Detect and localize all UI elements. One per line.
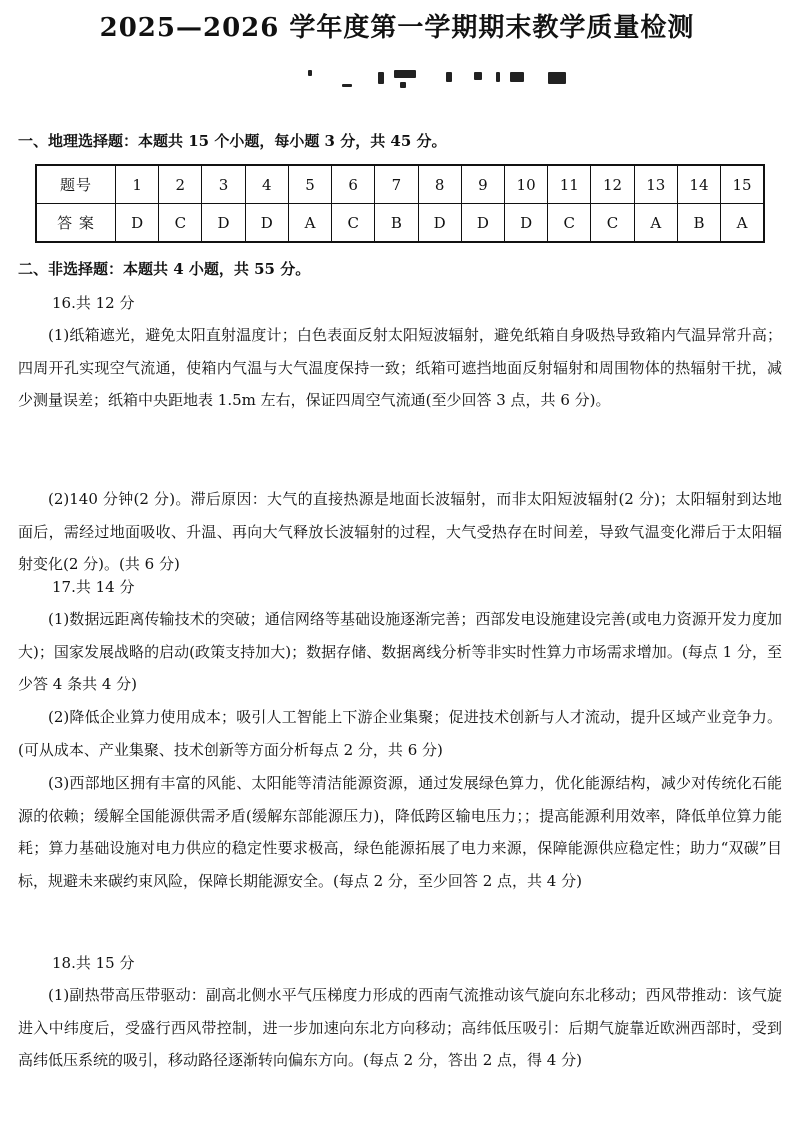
- question-18-part-1: (1)副热带高压带驱动：副高北侧水平气压梯度力形成的西南气流推动该气旋向东北移动；西风带推动：该气旋进入中纬度后，受盛行西风带控制，进一步加速向东北方向移动；高纬低压吸引：后期气旋靠近欧洲西部时，受到高纬低压系统的吸引，移动路径逐渐转向偏东方向。(每点 2 分，答出 2 点，得 4 分): [18, 986, 782, 1069]
- table-row-answers: [36, 204, 764, 243]
- answer-cell: A: [634, 204, 677, 243]
- question-17-part-3: (3)西部地区拥有丰富的风能、太阳能等清洁能源资源，通过发展绿色算力，优化能源结构，减少对传统化石能源的依赖；缓解全国能源供需矛盾(缓解东部能源压力)，降低跨区输电压力；；提高能源利用效率，降低单位算力能耗；算力基础设施对电力供应的稳定性要求极高，绿色能源拓展了电力来源，保障能源供应稳定性；助力“双碳”目标，规避未来碳约束风险，保障长期能源安全。(每点 2 分，至少回答 2 点，共 4 分): [18, 774, 782, 890]
- question-number: 13: [634, 165, 677, 204]
- question-number: 4: [245, 165, 288, 204]
- section-1-heading: 一、地理选择题：本题共 15 个小题，每小题 3 分，共 45 分。: [18, 132, 447, 150]
- question-number: 5: [288, 165, 331, 204]
- row-label-answer: 答 案: [36, 204, 116, 243]
- question-number: 11: [548, 165, 591, 204]
- question-number: 9: [461, 165, 504, 204]
- question-number: 8: [418, 165, 461, 204]
- question-number: 7: [375, 165, 418, 204]
- question-number: 15: [721, 165, 764, 204]
- question-17-part-1: (1)数据远距离传输技术的突破；通信网络等基础设施逐渐完善；西部发电设施建设完善(或电力资源开发力度加大)；国家发展战略的启动(政策支持加大)；数据存储、数据离线分析等非实时性算力市场需求增加。(每点 1 分，至少答 4 条共 4 分): [18, 610, 782, 693]
- question-number: 6: [332, 165, 375, 204]
- answer-cell: D: [418, 204, 461, 243]
- answer-table: [35, 164, 765, 243]
- answer-cell: D: [504, 204, 547, 243]
- answer-cell: D: [245, 204, 288, 243]
- page-title: 2025—2026 学年度第一学期期末教学质量检测: [99, 13, 695, 43]
- question-number: 3: [202, 165, 245, 204]
- answer-cell: A: [721, 204, 764, 243]
- question-16-heading: 16.共 12 分: [52, 294, 135, 312]
- question-number: 14: [677, 165, 720, 204]
- blurred-subtitle: [300, 62, 600, 96]
- question-16-part-2: (2)140 分钟(2 分)。滞后原因：大气的直接热源是地面长波辐射，而非太阳短波辐射(2 分)；太阳辐射到达地面后，需经过地面吸收、升温、再向大气释放长波辐射的过程，大气受热存在时间差，导致气温变化滞后于太阳辐射变化(2 分)。(共 6 分): [18, 490, 782, 573]
- question-18-heading: 18.共 15 分: [52, 954, 135, 972]
- question-number: 1: [116, 165, 159, 204]
- answer-cell: C: [332, 204, 375, 243]
- question-number: 10: [504, 165, 547, 204]
- section-2-heading: 二、非选择题：本题共 4 小题，共 55 分。: [18, 260, 311, 278]
- question-17-heading: 17.共 14 分: [52, 578, 135, 596]
- answer-cell: C: [548, 204, 591, 243]
- answer-cell: D: [116, 204, 159, 243]
- answer-cell: B: [375, 204, 418, 243]
- question-number: 2: [159, 165, 202, 204]
- table-row-numbers: [36, 165, 764, 204]
- answer-cell: D: [461, 204, 504, 243]
- question-17-part-2: (2)降低企业算力使用成本；吸引人工智能上下游企业集聚；促进技术创新与人才流动，提升区域产业竞争力。(可从成本、产业集聚、技术创新等方面分析每点 2 分，共 6 分): [18, 708, 782, 759]
- answer-cell: C: [159, 204, 202, 243]
- answer-cell: C: [591, 204, 634, 243]
- answer-cell: D: [202, 204, 245, 243]
- question-16-part-1: (1)纸箱遮光，避免太阳直射温度计；白色表面反射太阳短波辐射，避免纸箱自身吸热导致箱内气温异常升高；四周开孔实现空气流通，使箱内气温与大气温度保持一致；纸箱可遮挡地面反射辐射和周围物体的热辐射干扰，减少测量误差；纸箱中央距地表 1.5m 左右，保证四周空气流通(至少回答 3 点，共 6 分)。: [18, 326, 782, 409]
- answer-cell: A: [288, 204, 331, 243]
- question-number: 12: [591, 165, 634, 204]
- row-label-number: 题号: [36, 165, 116, 204]
- answer-cell: B: [677, 204, 720, 243]
